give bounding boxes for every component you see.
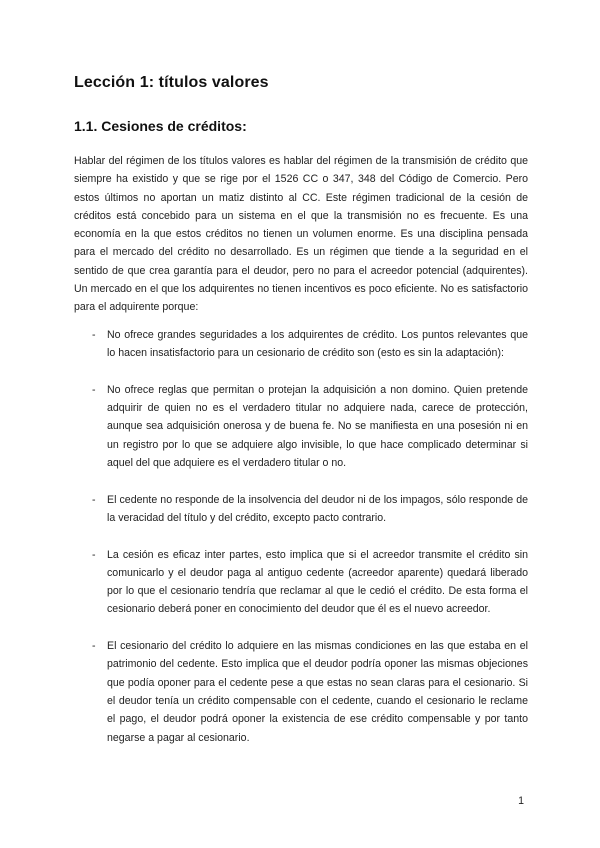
intro-paragraph: Hablar del régimen de los títulos valores es hablar del régimen de la transmisión de crédito que siempre ha existido y que se rige por el 1526 CC o 347, 348 del Código de Comercio. Pero estos últimos no aportan un matiz distinto al CC. Este régimen tradicional de la cesión de créditos está concebido para un sistema en el que la transmisión no es frecuente. Es una economía en la que estos créditos no tienen un volumen enorme. Es una disciplina pensada para el mercado del crédito no desarrollado. Es un régimen que tiende a la seguridad en el sentido de que crea garantía para el deudor, pero no para el acreedor potencial (adquirentes). Un mercado en el que los adquirentes no tienen incentivos es poco eficiente. No es satisfactorio para el adquirente porque: <box>74 155 528 314</box>
list-item-text: No ofrece grandes seguridades a los adquirentes de crédito. Los puntos relevantes que lo hacen insatisfactorio para un cesionario de crédito son (esto es sin la adaptación): <box>107 329 528 360</box>
list-item <box>92 326 528 363</box>
list-item <box>92 637 528 747</box>
list-item-text: El cesionario del crédito lo adquiere en las mismas condiciones en las que estaba en el patrimonio del cedente. Esto implica que el deudor podría oponer las mismas objeciones que podía oponer para el cedente pese a que estas no sean claras para el cesionario. Si el deudor tenía un crédito compensable con el cedente, cuando el cesionario le reclame el pago, el deudor podrá oponer la existencia de ese crédito compensable y por tanto negarse a pagar al cesionario. <box>107 640 528 744</box>
bullet-dash: - <box>92 548 96 561</box>
bullet-list <box>92 326 528 765</box>
bullet-dash: - <box>92 640 96 653</box>
list-item-text: No ofrece reglas que permitan o protejan la adquisición a non domino. Quien pretende adquirir de quien no es el verdadero titular no adquiere nada, carece de protección, aunque sea adquisición onerosa y de buena fe. No se manifiesta en una posesión ni en un registro por lo que se adquiere algo invisible, lo que hace complicado determinar si aquel del que adquiere es el verdadero titular o no. <box>107 383 528 470</box>
list-item <box>92 491 528 528</box>
bullet-dash: - <box>92 493 96 506</box>
lesson-title: Lección 1: títulos valores <box>74 74 269 91</box>
list-item <box>92 546 528 619</box>
bullet-dash: - <box>92 383 96 396</box>
bullet-dash: - <box>92 329 96 341</box>
section-heading: 1.1. Cesiones de créditos: <box>74 118 247 134</box>
list-item-text: La cesión es eficaz inter partes, esto implica que si el acreedor transmite el crédito sin comunicarlo y el deudor paga al antiguo cedente (acreedor aparente) quedará liberado por lo que el cesionario tendría que reclamar al que le cedió el crédito. De esta forma el cesionario deberá poner en conocimiento del deudor que él es el nuevo acreedor. <box>107 548 528 616</box>
list-item-text: El cedente no responde de la insolvencia del deudor ni de los impagos, sólo responde de la veracidad del título y del crédito, excepto pacto contrario. <box>107 493 528 524</box>
list-item <box>92 381 528 472</box>
page-number: 1 <box>518 795 524 807</box>
